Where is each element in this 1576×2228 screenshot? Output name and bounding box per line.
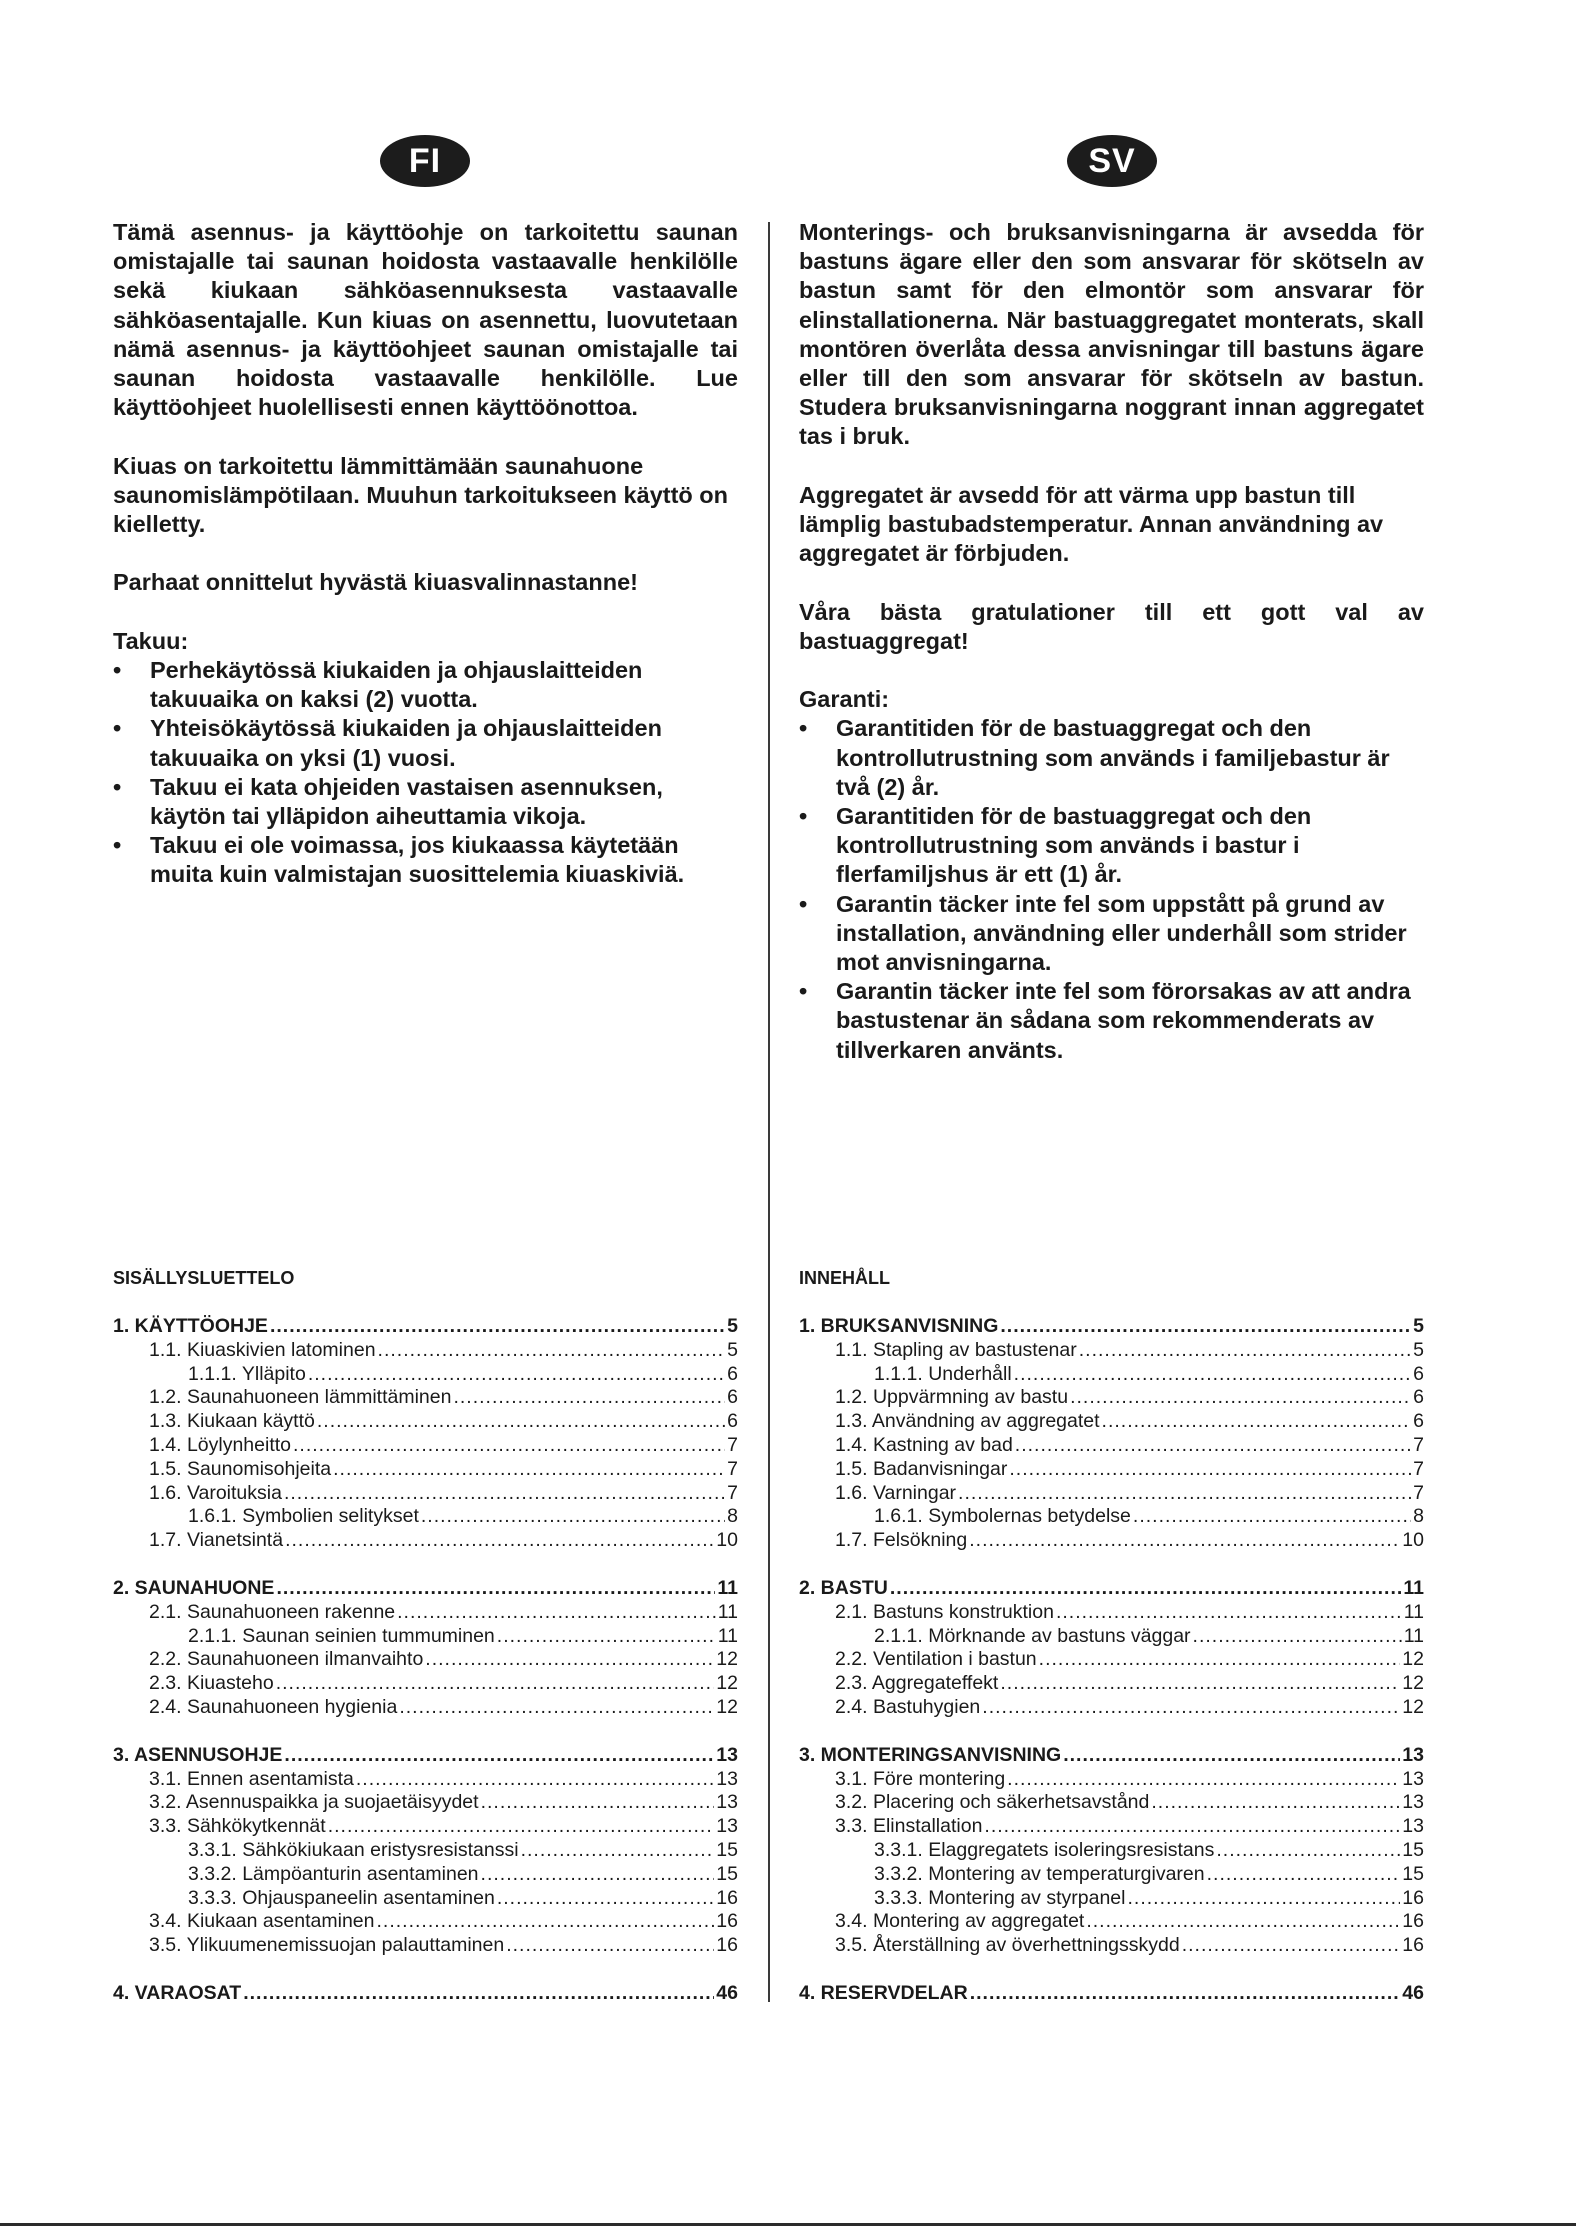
toc-leader-dots bbox=[397, 1601, 716, 1625]
toc-leader-dots bbox=[1007, 1768, 1400, 1792]
toc-leader-dots bbox=[1070, 1386, 1411, 1410]
toc-entry bbox=[799, 1577, 1424, 1601]
toc-page-number: 11 bbox=[717, 1624, 738, 1647]
toc-entry-title: 1.1. Kiuaskivien latominen bbox=[149, 1338, 376, 1361]
toc-leader-dots bbox=[1015, 1434, 1411, 1458]
toc-leader-dots bbox=[1127, 1887, 1400, 1911]
toc-entry-title: 3.3.2. Montering av temperaturgivaren bbox=[874, 1862, 1205, 1885]
column-divider bbox=[768, 222, 770, 2002]
toc-page-number: 5 bbox=[727, 1338, 738, 1361]
toc-entry-title: 1. KÄYTTÖOHJE bbox=[113, 1315, 268, 1337]
toc-entry-title: 1. BRUKSANVISNING bbox=[799, 1315, 999, 1337]
toc-entry bbox=[113, 1887, 738, 1911]
warranty-item: • Takuu ei kata ohjeiden vastaisen asennuksen, käytön tai ylläpidon aiheuttamia vikoja. bbox=[113, 773, 738, 831]
toc-page-number: 16 bbox=[1402, 1886, 1424, 1909]
toc-page-number: 6 bbox=[727, 1410, 738, 1433]
toc-page-number: 16 bbox=[716, 1934, 738, 1957]
toc-page-number: 10 bbox=[716, 1529, 738, 1552]
toc-leader-dots bbox=[1182, 1934, 1401, 1958]
toc-entry bbox=[113, 1458, 738, 1482]
toc-leader-dots bbox=[481, 1863, 715, 1887]
toc-entry-title: 1.5. Saunomisohjeita bbox=[149, 1457, 332, 1480]
toc-entry-title: 2. BASTU bbox=[799, 1576, 888, 1599]
toc-entry bbox=[799, 1505, 1424, 1529]
warranty-item: • Yhteisökäytössä kiukaiden ja ohjauslaitteiden takuuaika on yksi (1) vuosi. bbox=[113, 714, 738, 772]
toc-entry-title: 2.2. Saunahuoneen ilmanvaihto bbox=[149, 1648, 424, 1671]
toc-page-number: 10 bbox=[1402, 1529, 1424, 1552]
toc-entry bbox=[799, 1744, 1424, 1768]
toc-leader-dots bbox=[1216, 1839, 1400, 1863]
language-badge-fi: FI bbox=[380, 135, 470, 187]
toc-entry-title: 3.3.2. Lämpöanturin asentaminen bbox=[188, 1862, 479, 1885]
toc-entry-title: 3.3. Sähkökytkennät bbox=[149, 1815, 326, 1838]
intro-paragraph: Kiuas on tarkoitettu lämmittämään saunahuone saunomislämpötilaan. Muuhun tarkoitukseen käyttö on kielletty. bbox=[113, 452, 729, 538]
toc-page-number: 7 bbox=[727, 1481, 738, 1504]
toc-entry bbox=[799, 1434, 1424, 1458]
toc-leader-dots bbox=[284, 1482, 725, 1506]
toc-leader-dots bbox=[497, 1625, 716, 1649]
toc-entry-title: 2.3. Kiuasteho bbox=[149, 1672, 274, 1695]
toc-leader-dots bbox=[1193, 1625, 1402, 1649]
toc-entry bbox=[799, 1791, 1424, 1815]
toc-entry bbox=[113, 1505, 738, 1529]
toc-leader-dots bbox=[1207, 1863, 1401, 1887]
warranty-item: • Garantitiden för de bastuaggregat och den kontrollutrustning som används i familjebastur är två (2) år. bbox=[799, 714, 1424, 802]
bottom-rule bbox=[0, 2223, 1576, 2226]
toc-entry bbox=[113, 1363, 738, 1387]
toc-entry-title: 1.6. Varoituksia bbox=[149, 1481, 282, 1504]
toc-page-number: 12 bbox=[716, 1648, 738, 1671]
toc-entry bbox=[113, 1696, 738, 1720]
toc-page-number: 13 bbox=[716, 1815, 738, 1838]
toc-leader-dots bbox=[521, 1839, 715, 1863]
toc-entry bbox=[113, 1386, 738, 1410]
warranty-item: • Garantitiden för de bastuaggregat och den kontrollutrustning som används i bastur i flerfamiljshus är ett (1) år. bbox=[799, 802, 1424, 890]
toc-entry-title: 2.4. Saunahuoneen hygienia bbox=[149, 1695, 398, 1718]
toc-leader-dots bbox=[377, 1910, 715, 1934]
toc-entry bbox=[799, 1768, 1424, 1792]
toc-leader-dots bbox=[453, 1386, 725, 1410]
toc-entry-title: 1.2. Saunahuoneen lämmittäminen bbox=[149, 1386, 452, 1409]
toc-leader-dots bbox=[1000, 1672, 1400, 1696]
warranty-item: • Perhekäytössä kiukaiden ja ohjauslaitteiden takuuaika on kaksi (2) vuotta. bbox=[113, 656, 738, 714]
toc-leader-dots bbox=[421, 1505, 725, 1529]
warranty-list bbox=[799, 714, 1424, 1064]
toc-page-number: 16 bbox=[716, 1886, 738, 1909]
toc-page-number: 13 bbox=[1402, 1815, 1424, 1838]
toc-leader-dots bbox=[270, 1315, 725, 1339]
toc-leader-dots bbox=[333, 1458, 725, 1482]
toc-page-number: 11 bbox=[1403, 1576, 1424, 1599]
toc-entry-title: 3.4. Montering av aggregatet bbox=[835, 1910, 1085, 1933]
toc-entry bbox=[799, 1910, 1424, 1934]
toc-page-number: 7 bbox=[1413, 1457, 1424, 1480]
warranty-item: • Garantin täcker inte fel som uppstått på grund av installation, användning eller underhåll som strider mot anvisningarna. bbox=[799, 890, 1424, 978]
toc-leader-dots bbox=[328, 1815, 715, 1839]
toc-leader-dots bbox=[1086, 1910, 1400, 1934]
intro-paragraph: Monterings- och bruksanvisningarna är avsedda för bastuns ägare eller den som ansvarar för skötseln av bastun samt för den elmontör som ansvarar för elinstallationerna. När bastuaggregatet monterats, skall montören överlåta dessa anvisningar till bastuns ägare eller till den som ansvarar för skötseln av bastun. Studera bruksanvisningarna noggrant innan aggregatet tas i bruk. bbox=[799, 219, 1424, 450]
toc-entry-title: 3.3.3. Montering av styrpanel bbox=[874, 1886, 1126, 1909]
toc-page-number: 11 bbox=[717, 1576, 738, 1599]
toc-page-number: 6 bbox=[1413, 1410, 1424, 1433]
toc-entry-title: 1.7. Vianetsintä bbox=[149, 1529, 284, 1552]
intro-paragraph: Aggregatet är avsedd för att värma upp bastun till lämplig bastubadstemperatur. Annan användning av aggregatet är förbjuden. bbox=[799, 481, 1384, 567]
toc-entry bbox=[799, 1339, 1424, 1363]
toc-page-number: 13 bbox=[716, 1791, 738, 1814]
toc-entry-title: 2.1. Bastuns konstruktion bbox=[835, 1600, 1054, 1623]
toc-leader-dots bbox=[970, 1982, 1401, 2006]
toc-entry-title: 2. SAUNAHUONE bbox=[113, 1576, 275, 1599]
toc-leader-dots bbox=[958, 1482, 1411, 1506]
toc-page-number: 46 bbox=[1402, 1981, 1424, 2004]
toc-entry-title: 2.1.1. Mörknande av bastuns väggar bbox=[874, 1624, 1191, 1647]
toc-entry-title: 3.2. Placering och säkerhetsavstånd bbox=[835, 1791, 1150, 1814]
toc-entry bbox=[799, 1482, 1424, 1506]
toc-page-number: 46 bbox=[716, 1981, 738, 2004]
warranty-item: • Takuu ei ole voimassa, jos kiukaassa käytetään muita kuin valmistajan suosittelemia kiuaskiviä. bbox=[113, 831, 738, 889]
toc-entry-title: 1.6.1. Symbolernas betydelse bbox=[874, 1505, 1131, 1528]
warranty-item: • Garantin täcker inte fel som förorsakas av att andra bastustenar än sådana som rekommenderats av tillverkaren använts. bbox=[799, 977, 1424, 1065]
table-of-contents bbox=[799, 1315, 1424, 2006]
toc-leader-dots bbox=[890, 1577, 1402, 1601]
table-of-contents bbox=[113, 1315, 738, 2006]
toc-entry-title: 4. VARAOSAT bbox=[113, 1981, 242, 2004]
toc-leader-dots bbox=[378, 1339, 726, 1363]
toc-entry bbox=[799, 1934, 1424, 1958]
toc-entry-title: 2.1.1. Saunan seinien tummuminen bbox=[188, 1624, 495, 1647]
toc-page-number: 13 bbox=[716, 1767, 738, 1790]
intro-paragraph: Parhaat onnittelut hyvästä kiuasvalinnastanne! bbox=[113, 569, 638, 596]
toc-entry bbox=[799, 1672, 1424, 1696]
toc-page-number: 12 bbox=[1402, 1695, 1424, 1718]
toc-entry bbox=[113, 1315, 738, 1339]
toc-page-number: 16 bbox=[1402, 1934, 1424, 1957]
toc-leader-dots bbox=[506, 1934, 714, 1958]
toc-leader-dots bbox=[1151, 1791, 1400, 1815]
toc-leader-dots bbox=[425, 1648, 714, 1672]
toc-entry-title: 3.1. Ennen asentamista bbox=[149, 1767, 354, 1790]
toc-page-number: 6 bbox=[727, 1386, 738, 1409]
toc-entry-title: 1.4. Löylynheitto bbox=[149, 1433, 292, 1456]
toc-page-number: 12 bbox=[1402, 1672, 1424, 1695]
toc-entry bbox=[113, 1434, 738, 1458]
toc-entry-title: 3.2. Asennuspaikka ja suojaetäisyydet bbox=[149, 1791, 479, 1814]
toc-entry-title: 1.3. Kiukaan käyttö bbox=[149, 1410, 315, 1433]
toc-entry bbox=[113, 1672, 738, 1696]
toc-entry-title: 2.3. Aggregateffekt bbox=[835, 1672, 999, 1695]
toc-entry-title: 1.6.1. Symbolien selitykset bbox=[188, 1505, 419, 1528]
toc-entry bbox=[799, 1839, 1424, 1863]
toc-entry-title: 1.1.1. Ylläpito bbox=[188, 1362, 306, 1385]
toc-entry-title: 1.1.1. Underhåll bbox=[874, 1362, 1012, 1385]
toc-entry bbox=[799, 1648, 1424, 1672]
toc-page-number: 11 bbox=[717, 1600, 738, 1623]
intro-paragraph: Tämä asennus- ja käyttöohje on tarkoitettu saunan omistajalle tai saunan hoidosta vastaavalle henkilölle sekä kiukaan sähköasennuksesta vastaavalle sähköasentajalle. Kun kiuas on asennettu, luovutetaan nämä asennus- ja käyttöohjeet saunan omistajalle tai saunan hoidosta vastaavalle henkilölle. Lue käyttöohjeet huolellisesti ennen käyttöönottoa. bbox=[113, 219, 738, 421]
toc-leader-dots bbox=[984, 1815, 1400, 1839]
toc-entry-title: 1.4. Kastning av bad bbox=[835, 1433, 1013, 1456]
toc-page-number: 12 bbox=[716, 1672, 738, 1695]
toc-page-number: 11 bbox=[1403, 1600, 1424, 1623]
toc-page-number: 6 bbox=[1413, 1362, 1424, 1385]
toc-entry-title: 2.2. Ventilation i bastun bbox=[835, 1648, 1037, 1671]
toc-page-number: 7 bbox=[1413, 1433, 1424, 1456]
toc-entry bbox=[799, 1625, 1424, 1649]
toc-leader-dots bbox=[982, 1696, 1400, 1720]
toc-page-number: 7 bbox=[727, 1433, 738, 1456]
toc-leader-dots bbox=[399, 1696, 714, 1720]
toc-entry bbox=[113, 1601, 738, 1625]
toc-entry bbox=[799, 1363, 1424, 1387]
toc-page-number: 13 bbox=[1402, 1767, 1424, 1790]
toc-title: SISÄLLYSLUETTELO bbox=[113, 1268, 295, 1288]
toc-leader-dots bbox=[1039, 1648, 1401, 1672]
toc-entry bbox=[113, 1482, 738, 1506]
toc-entry bbox=[113, 1577, 738, 1601]
toc-entry-title: 3. ASENNUSOHJE bbox=[113, 1743, 283, 1766]
toc-entry-title: 3.5. Ylikuumenemissuojan palauttaminen bbox=[149, 1934, 505, 1957]
toc-page-number: 13 bbox=[1402, 1791, 1424, 1814]
toc-page-number: 5 bbox=[1413, 1338, 1424, 1361]
toc-page-number: 16 bbox=[716, 1910, 738, 1933]
toc-entry bbox=[113, 1815, 738, 1839]
toc-entry bbox=[799, 1863, 1424, 1887]
toc-entry-title: 4. RESERVDELAR bbox=[799, 1981, 968, 2004]
toc-entry bbox=[799, 1315, 1424, 1339]
toc-leader-dots bbox=[497, 1887, 714, 1911]
toc-entry-title: 3.1. Före montering bbox=[835, 1767, 1006, 1790]
toc-title: INNEHÅLL bbox=[799, 1268, 890, 1288]
warranty-heading: Garanti: bbox=[799, 686, 890, 713]
toc-leader-dots bbox=[1014, 1363, 1411, 1387]
toc-leader-dots bbox=[481, 1791, 715, 1815]
toc-page-number: 7 bbox=[727, 1457, 738, 1480]
toc-entry-title: 1.2. Uppvärmning av bastu bbox=[835, 1386, 1069, 1409]
swedish-intro bbox=[799, 218, 1424, 1065]
toc-entry bbox=[113, 1648, 738, 1672]
toc-page-number: 15 bbox=[1402, 1862, 1424, 1885]
toc-entry bbox=[113, 1934, 738, 1958]
toc-leader-dots bbox=[356, 1768, 714, 1792]
toc-entry bbox=[799, 1458, 1424, 1482]
toc-page-number: 12 bbox=[716, 1695, 738, 1718]
toc-entry bbox=[113, 1339, 738, 1363]
toc-entry-title: 2.4. Bastuhygien bbox=[835, 1695, 981, 1718]
toc-leader-dots bbox=[308, 1363, 725, 1387]
toc-page-number: 15 bbox=[1402, 1838, 1424, 1861]
toc-entry bbox=[799, 1529, 1424, 1553]
warranty-heading: Takuu: bbox=[113, 627, 189, 654]
toc-entry-title: 1.5. Badanvisningar bbox=[835, 1457, 1008, 1480]
toc-leader-dots bbox=[285, 1529, 714, 1553]
finnish-intro bbox=[113, 218, 738, 890]
toc-entry bbox=[113, 1529, 738, 1553]
toc-entry-title: 1.6. Varningar bbox=[835, 1481, 957, 1504]
toc-leader-dots bbox=[1056, 1601, 1402, 1625]
toc-entry bbox=[799, 1601, 1424, 1625]
toc-entry bbox=[113, 1410, 738, 1434]
toc-page-number: 12 bbox=[1402, 1648, 1424, 1671]
toc-page-number: 15 bbox=[716, 1862, 738, 1885]
toc-page-number: 7 bbox=[1413, 1481, 1424, 1504]
toc-entry bbox=[799, 1386, 1424, 1410]
toc-leader-dots bbox=[1063, 1744, 1400, 1768]
toc-leader-dots bbox=[284, 1744, 714, 1768]
warranty-list bbox=[113, 656, 738, 890]
toc-entry-title: 3.3.1. Sähkökiukaan eristysresistanssi bbox=[188, 1838, 519, 1861]
toc-entry bbox=[113, 1910, 738, 1934]
toc-entry bbox=[799, 1410, 1424, 1434]
toc-entry-title: 3.5. Återställning av överhettningsskydd bbox=[835, 1934, 1180, 1957]
toc-page-number: 8 bbox=[1413, 1505, 1424, 1528]
toc-entry bbox=[113, 1768, 738, 1792]
intro-paragraph: Våra bästa gratulationer till ett gott val av bastuaggregat! bbox=[799, 598, 1424, 654]
toc-leader-dots bbox=[243, 1982, 714, 2006]
toc-leader-dots bbox=[317, 1410, 725, 1434]
toc-entry-title: 3.3.1. Elaggregatets isoleringsresistans bbox=[874, 1838, 1215, 1861]
toc-entry-title: 3.3.3. Ohjauspaneelin asentaminen bbox=[188, 1886, 495, 1909]
toc-entry-title: 1.7. Felsökning bbox=[835, 1529, 968, 1552]
toc-entry bbox=[799, 1982, 1424, 2006]
toc-entry bbox=[799, 1887, 1424, 1911]
toc-entry bbox=[113, 1744, 738, 1768]
toc-entry-title: 3.4. Kiukaan asentaminen bbox=[149, 1910, 375, 1933]
toc-entry bbox=[113, 1863, 738, 1887]
toc-leader-dots bbox=[1009, 1458, 1411, 1482]
toc-page-number: 5 bbox=[1413, 1315, 1424, 1337]
toc-leader-dots bbox=[1000, 1315, 1411, 1339]
toc-entry-title: 1.3. Användning av aggregatet bbox=[835, 1410, 1100, 1433]
toc-page-number: 15 bbox=[716, 1838, 738, 1861]
toc-leader-dots bbox=[1102, 1410, 1412, 1434]
toc-entry bbox=[113, 1982, 738, 2006]
toc-leader-dots bbox=[969, 1529, 1400, 1553]
toc-entry-title: 3.3. Elinstallation bbox=[835, 1815, 983, 1838]
toc-entry-title: 3. MONTERINGSANVISNING bbox=[799, 1743, 1062, 1766]
toc-leader-dots bbox=[293, 1434, 725, 1458]
toc-entry bbox=[799, 1815, 1424, 1839]
toc-entry bbox=[113, 1839, 738, 1863]
language-badge-sv: SV bbox=[1067, 135, 1157, 187]
toc-page-number: 5 bbox=[727, 1315, 738, 1337]
toc-leader-dots bbox=[1079, 1339, 1411, 1363]
toc-page-number: 13 bbox=[716, 1743, 738, 1766]
toc-page-number: 16 bbox=[1402, 1910, 1424, 1933]
toc-page-number: 6 bbox=[727, 1362, 738, 1385]
toc-entry-title: 1.1. Stapling av bastustenar bbox=[835, 1338, 1077, 1361]
toc-entry-title: 2.1. Saunahuoneen rakenne bbox=[149, 1600, 396, 1623]
toc-page-number: 11 bbox=[1403, 1624, 1424, 1647]
toc-page-number: 6 bbox=[1413, 1386, 1424, 1409]
toc-entry bbox=[113, 1791, 738, 1815]
toc-entry bbox=[113, 1625, 738, 1649]
toc-page-number: 8 bbox=[727, 1505, 738, 1528]
toc-entry bbox=[799, 1696, 1424, 1720]
toc-leader-dots bbox=[276, 1577, 715, 1601]
toc-leader-dots bbox=[1133, 1505, 1411, 1529]
toc-leader-dots bbox=[276, 1672, 715, 1696]
toc-page-number: 13 bbox=[1402, 1743, 1424, 1766]
